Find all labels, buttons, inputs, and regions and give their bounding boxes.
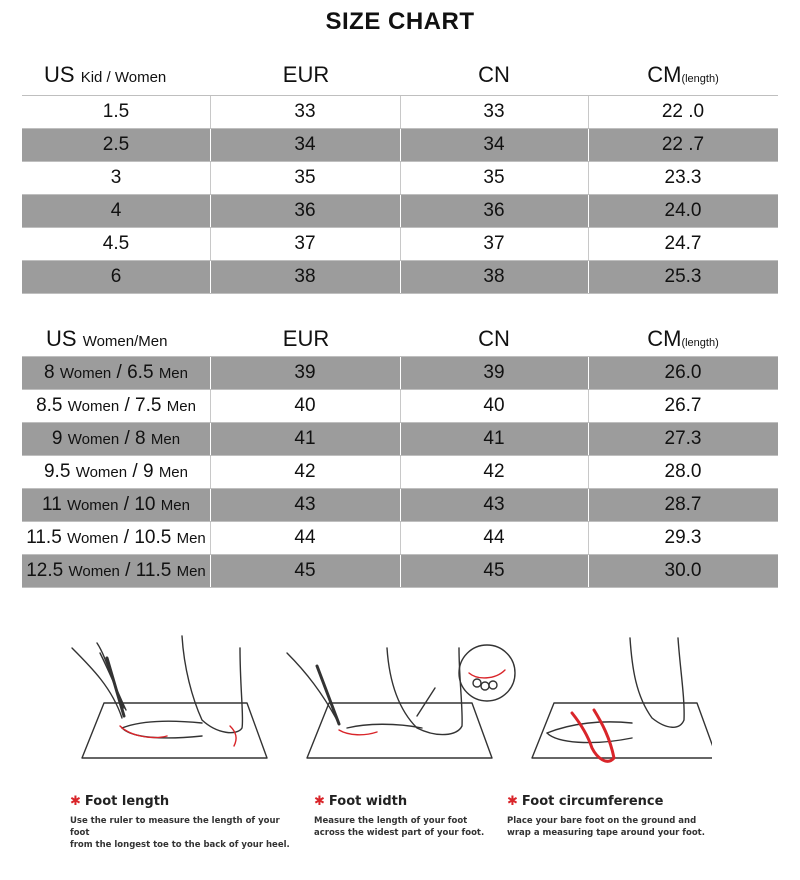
table2-header [22,326,778,356]
header-cn: CN [478,326,510,351]
table-row [22,423,778,456]
cell-cn: 35 [483,167,505,188]
cell-us: 11.5 Women / 10.5 Men [26,527,206,548]
cell-cm: 23.3 [664,167,702,188]
cell-eur: 44 [294,527,316,548]
guide-title: Foot circumference [521,794,664,809]
header-cm: CM(length) [647,62,719,87]
cell-eur: 36 [294,200,316,221]
cell-eur: 33 [294,101,316,122]
cell-eur: 37 [294,233,316,254]
cell-eur: 38 [294,266,316,287]
cell-cn: 43 [483,494,505,515]
size-table-women-men [22,356,778,588]
page-title: SIZE CHART [325,8,475,35]
cell-cm: 22 .0 [661,101,705,122]
cell-cn: 39 [483,362,505,383]
table-row [22,522,778,555]
header-eur: EUR [282,326,330,351]
cell-us: 9 Women / 8 Men [51,428,181,449]
table-row [22,357,778,390]
guide-title: Foot length [84,794,170,809]
asterisk-icon: ✱ [70,794,81,809]
asterisk-icon: ✱ [507,794,518,809]
cell-cm: 26.0 [664,362,702,383]
cell-cm: 25.3 [664,266,702,287]
cell-cn: 33 [483,101,505,122]
table-row [22,129,778,162]
cell-us: 2.5 [102,134,130,155]
guide-desc-line: from the longest toe to the back of your heel. [70,840,290,850]
table-row [22,228,778,261]
guide-foot-length [70,794,290,851]
table-row [22,555,778,588]
cell-eur: 40 [294,395,316,416]
cell-us: 4.5 [102,233,130,254]
guide-desc-line: across the widest part of your foot. [314,828,485,838]
measurement-illustration [52,628,712,793]
measurement-guide [52,628,712,858]
size-table-kid-women [22,95,778,294]
cell-cn: 44 [483,527,505,548]
cell-us: 9.5 Women / 9 Men [43,461,188,482]
cell-cn: 37 [483,233,505,254]
table-row [22,96,778,129]
cell-cm: 30.0 [664,560,702,581]
header-us: US Women/Men [46,326,168,351]
table-row [22,162,778,195]
cell-cm: 29.3 [664,527,702,548]
cell-cn: 34 [483,134,505,155]
table-row [22,261,778,294]
guide-foot-width [314,794,514,839]
table-row [22,390,778,423]
cell-us: 6 [110,266,122,287]
cell-cm: 28.0 [664,461,702,482]
cell-cm: 27.3 [664,428,702,449]
cell-us: 1.5 [102,101,130,122]
foot-length-illustration [72,636,267,758]
cell-cn: 42 [483,461,505,482]
cell-cn: 36 [483,200,505,221]
cell-us: 12.5 Women / 11.5 Men [26,560,206,581]
header-cn: CN [478,62,510,87]
cell-cm: 22 .7 [661,134,705,155]
header-cm: CM(length) [647,326,719,351]
cell-cm: 24.7 [664,233,702,254]
cell-cm: 26.7 [664,395,702,416]
guide-title: Foot width [328,794,408,809]
guide-desc-line: Measure the length of your foot [314,816,468,826]
foot-circumference-illustration [532,638,712,761]
table-row [22,456,778,489]
cell-us: 3 [110,167,122,188]
table-row [22,195,778,228]
cell-eur: 41 [294,428,316,449]
cell-cm: 24.0 [664,200,702,221]
guide-desc-line: Use the ruler to measure the length of your foot [70,816,280,838]
cell-cn: 40 [483,395,505,416]
table-row [22,489,778,522]
cell-us: 4 [110,200,122,221]
foot-width-illustration [287,645,515,758]
cell-eur: 39 [294,362,316,383]
table1-header [22,62,778,92]
cell-eur: 42 [294,461,316,482]
header-us: US Kid / Women [44,62,167,87]
cell-eur: 34 [294,134,316,155]
guide-desc-line: wrap a measuring tape around your foot. [507,828,705,838]
cell-us: 11 Women / 10 Men [42,494,190,515]
cell-cm: 28.7 [664,494,702,515]
asterisk-icon: ✱ [314,794,325,809]
cell-cn: 45 [483,560,505,581]
guide-desc-line: Place your bare foot on the ground and [507,816,697,826]
cell-eur: 43 [294,494,316,515]
cell-us: 8.5 Women / 7.5 Men [36,395,196,416]
cell-eur: 35 [294,167,316,188]
guide-foot-circumference [507,794,712,839]
cell-cn: 38 [483,266,505,287]
cell-cn: 41 [483,428,505,449]
cell-eur: 45 [294,560,316,581]
cell-us: 8 Women / 6.5 Men [43,362,188,383]
header-eur: EUR [282,62,330,87]
